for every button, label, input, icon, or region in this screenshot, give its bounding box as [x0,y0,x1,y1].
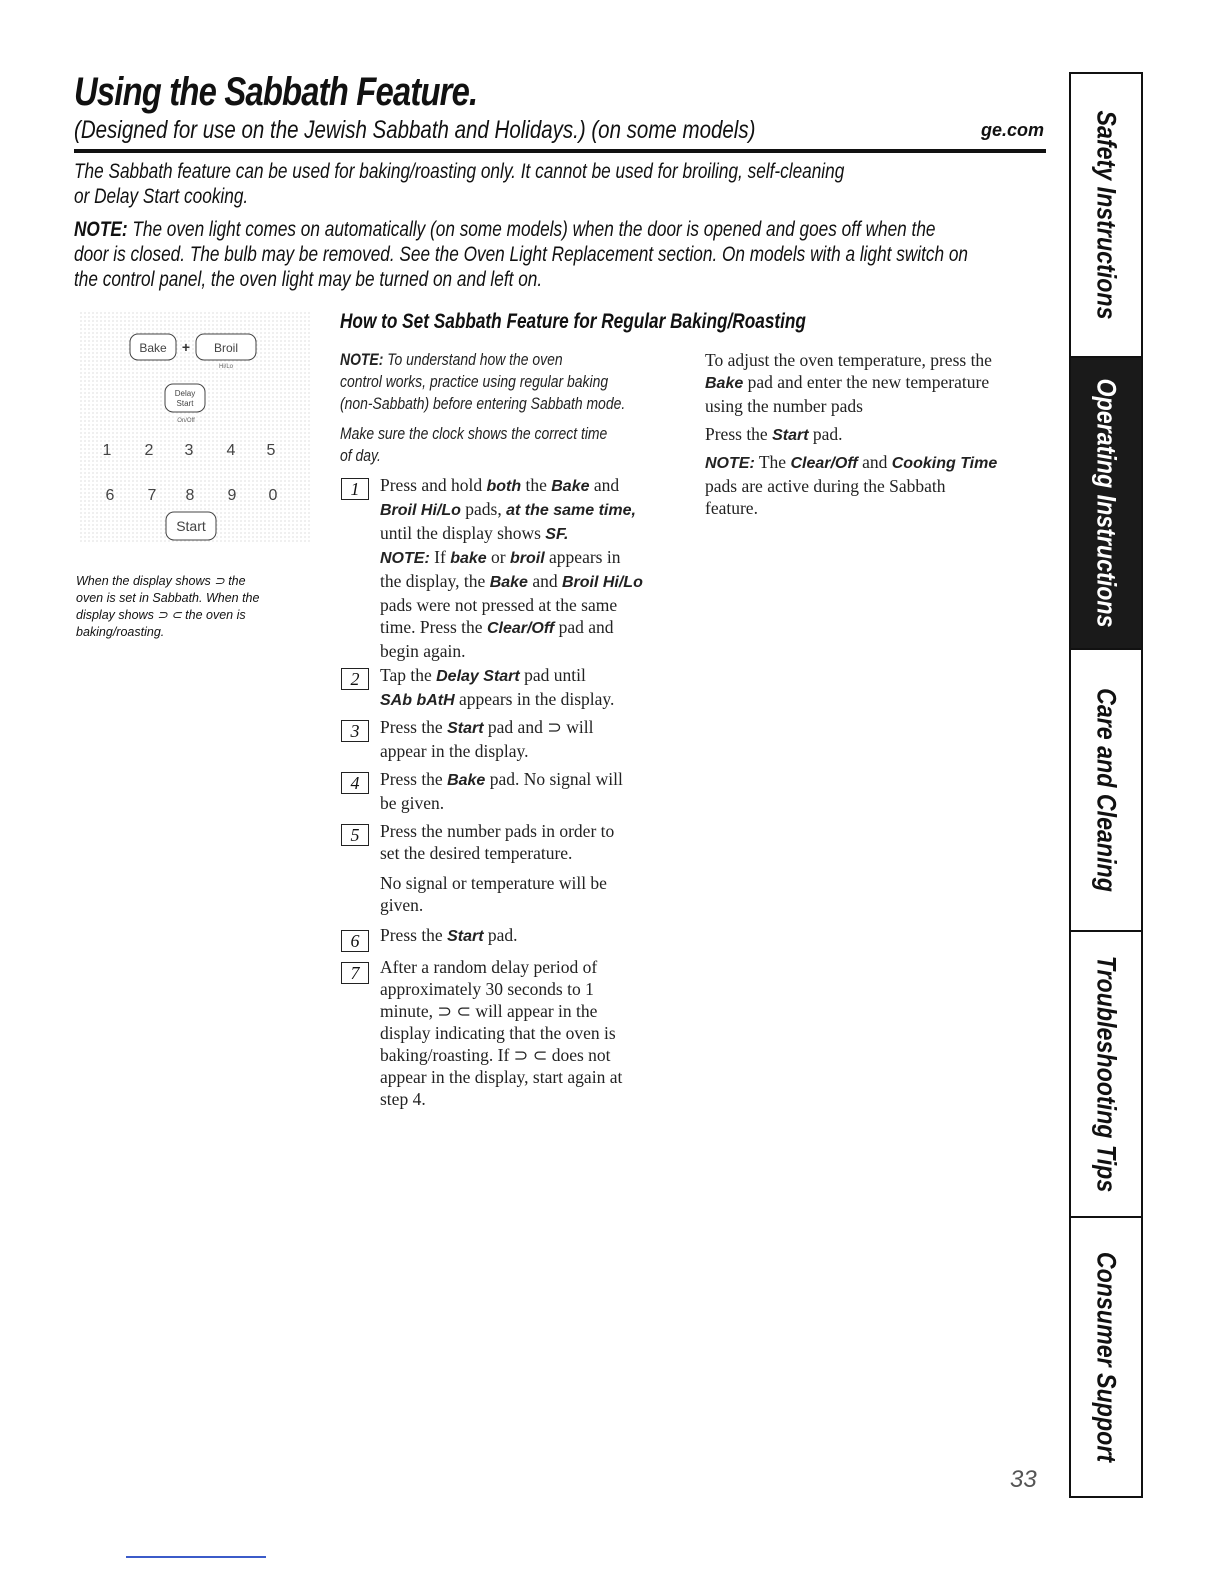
step-number-3: 3 [341,720,369,742]
broil-key [196,334,256,360]
clock-note: Make sure the clock shows the correct time of day. [340,424,608,465]
step-4-text: Press the Bake pad. No signal will be given. [380,769,623,813]
step-5-extra: No signal or temperature will be given. [380,873,607,915]
intro-text: The Sabbath feature can be used for baking/roasting only. It cannot be used for broiling, self-cleaning or Delay Start cooking. [74,160,845,208]
onoff-label: On/Off [177,418,195,424]
svg-text:Start: Start [176,518,206,534]
keypad-illustration [80,312,310,542]
header-rule [74,149,1046,153]
page-title: Using the Sabbath Feature. [74,70,478,114]
page-number: 33 [1010,1466,1037,1493]
step-number-4: 4 [341,772,369,794]
start-key [166,512,216,540]
step-7-text: After a random delay period of approximately 30 seconds to 1 minute, ⊃ ⊂ will appear in the display indicating that the oven is baking/roasting. If ⊃ ⊂ does not appear in the display, start again at step 4. [380,957,623,1109]
step-number-2: 2 [341,668,369,690]
site-link[interactable]: ge.com [980,120,1044,140]
key-5: 5 [266,442,276,459]
key-8: 8 [185,487,195,504]
bottom-line [126,1556,266,1558]
step-1-text: Press and hold both the Bake and Broil Hi/Lo pads, at the same time, until the display shows SF. [380,475,636,543]
delay-start-key [165,384,205,412]
svg-text:Delay: Delay [174,389,196,398]
key-4: 4 [226,442,236,459]
svg-text:Bake: Bake [139,341,167,355]
plus-sign: + [181,339,191,355]
step-number-1: 1 [341,478,369,500]
step-2-text: Tap the Delay Start pad until SAb bAtH appears in the display. [380,665,615,709]
section-tabs [1069,72,1143,1498]
tab-care-and-cleaning[interactable]: Care and Cleaning [1071,650,1141,932]
step-number-6: 6 [341,930,369,952]
tab-operating-instructions[interactable]: Operating Instructions [1071,358,1141,650]
key-2: 2 [144,442,154,459]
keypad-caption: When the display shows ⊃ the oven is set in Sabbath. When the display shows ⊃ ⊂ the oven is baking/roasting. [76,574,260,639]
key-6: 6 [105,487,115,504]
press-start-text: Press the Start pad. [705,424,843,444]
key-3: 3 [184,442,194,459]
svg-text:Start: Start [176,399,194,408]
active-pads-note: NOTE: The Clear/Off and Cooking Time pads are active during the Sabbath feature. [705,452,998,518]
tab-troubleshooting-tips[interactable]: Troubleshooting Tips [1071,932,1141,1218]
section-heading: How to Set Sabbath Feature for Regular Baking/Roasting [340,310,806,333]
oven-light-note: NOTE: The oven light comes on automatically (on some models) when the door is opened and goes off when the door is closed. The bulb may be removed. See the Oven Light Replacement section. On models with a light switch on the control panel, the oven light may be turned on and left on. [74,218,969,291]
step-5-text: Press the number pads in order to set the desired temperature. [380,821,615,863]
step-number-5: 5 [341,824,369,846]
key-9: 9 [227,487,237,504]
svg-text:Broil: Broil [213,341,239,355]
tab-consumer-support[interactable]: Consumer Support [1091,1251,1122,1463]
adjust-temperature-text: To adjust the oven temperature, press the Bake pad and enter the new temperature using the number pads [705,350,992,416]
bake-key [130,334,176,360]
step-3-text: Press the Start pad and ⊃ will appear in the display. [380,717,594,761]
step-6-text: Press the Start pad. [380,925,518,945]
practice-note: NOTE: To understand how the oven control works, practice using regular baking (non-Sabbath) before entering Sabbath mode. [340,350,626,413]
page-subtitle: (Designed for use on the Jewish Sabbath and Holidays.) (on some models) [74,116,756,144]
key-0: 0 [268,487,278,504]
key-7: 7 [147,487,157,504]
tab-safety-instructions[interactable]: Safety Instructions [1071,74,1141,358]
key-1: 1 [102,442,112,459]
step-1-note: NOTE: If bake or broil appears in the display, the Bake and Broil Hi/Lo pads were not pressed at the same time. Press the Clear/Off pad and begin again. [380,547,643,661]
hilo-label: Hi/Lo [218,364,234,370]
step-number-7: 7 [341,962,369,984]
